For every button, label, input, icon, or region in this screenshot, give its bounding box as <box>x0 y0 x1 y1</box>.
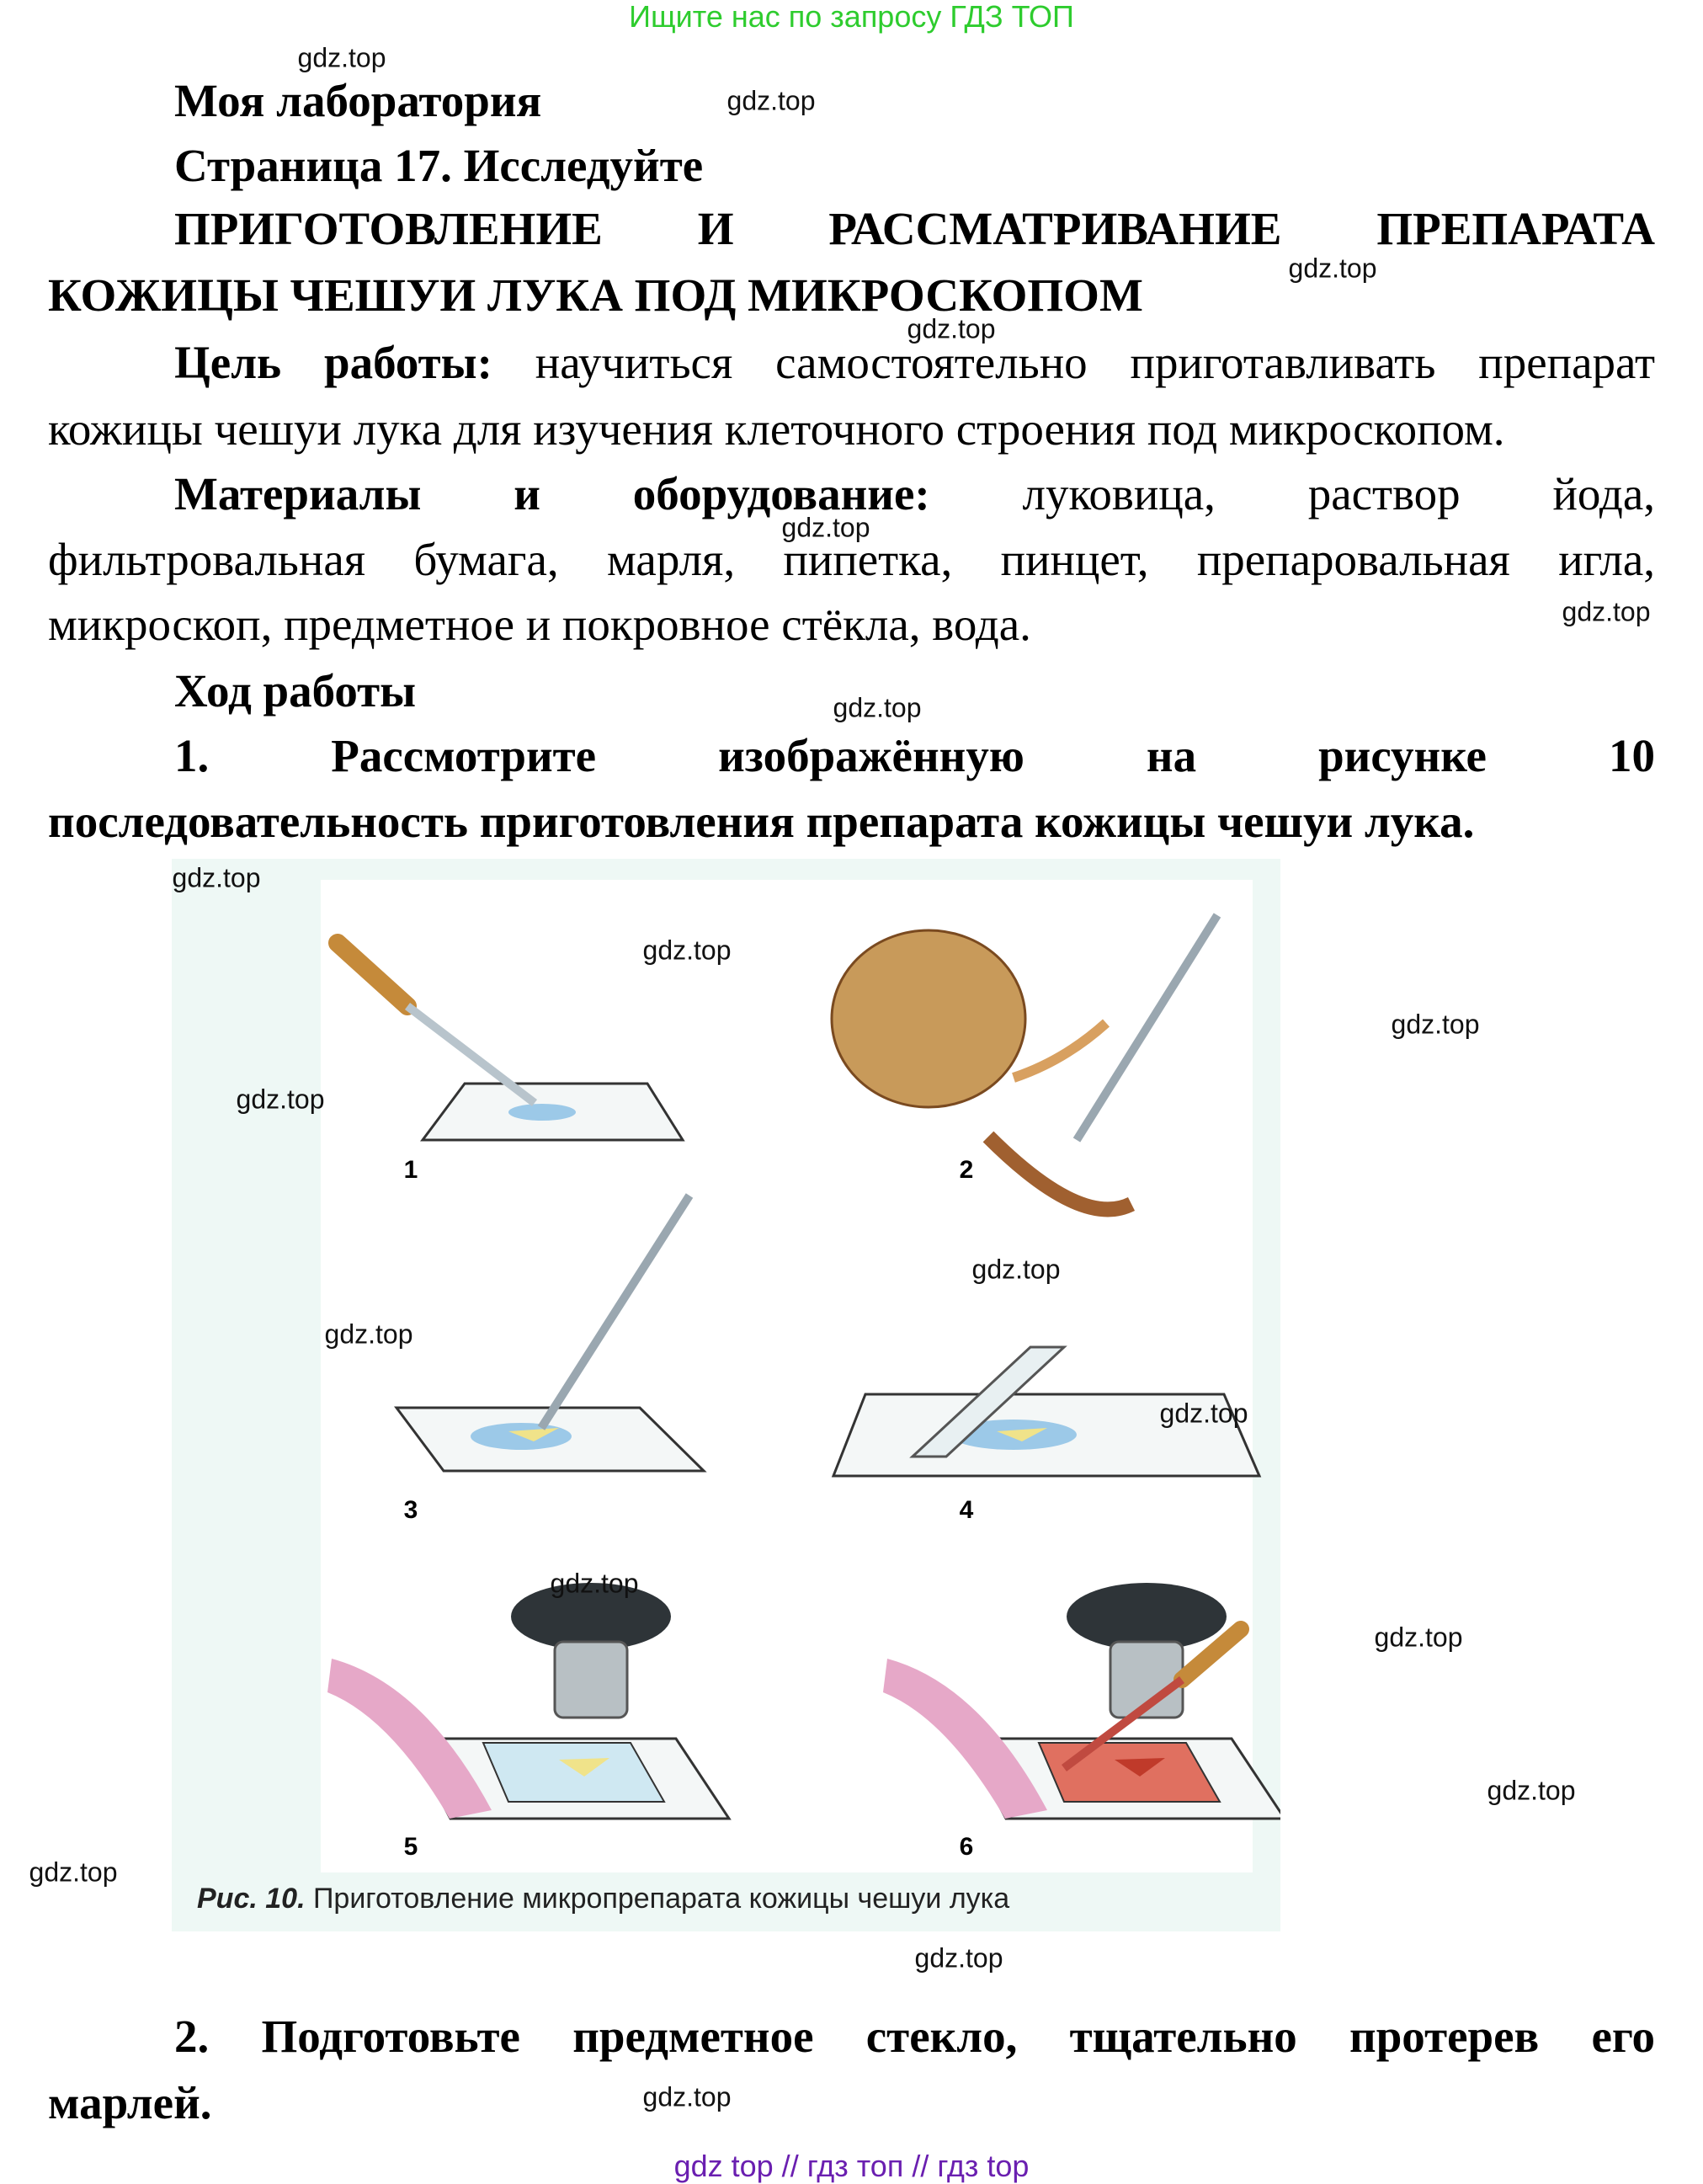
lab-title-line1: ПРИГОТОВЛЕНИЕ И РАССМАТРИВАНИЕ ПРЕПАРАТА <box>174 203 1655 254</box>
materials-label: Материалы и оборудование: <box>174 468 930 519</box>
watermark: gdz.top <box>1159 1398 1248 1429</box>
watermark: gdz.top <box>1391 1009 1480 1040</box>
panel-number-3: 3 <box>403 1496 418 1524</box>
materials-line3: микроскоп, предметное и покровное стёкла, вода. <box>48 599 1031 650</box>
watermark: gdz.top <box>550 1568 639 1599</box>
watermark: gdz.top <box>1487 1775 1576 1806</box>
panel-number-4: 4 <box>959 1496 974 1524</box>
search-banner[interactable]: Ищите нас по запросу ГДЗ ТОП <box>629 0 1074 34</box>
watermark: gdz.top <box>907 313 996 344</box>
panel-number-1: 1 <box>403 1156 418 1184</box>
step1-line2: последовательность приготовления препарата кожицы чешуи лука. <box>48 796 1475 847</box>
watermark: gdz.top <box>297 42 386 73</box>
watermark: gdz.top <box>781 512 870 543</box>
step2-line2: марлей. <box>48 2077 212 2128</box>
goal-line2: кожицы чешуи лука для изучения клеточного строения под микроскопом. <box>48 403 1505 455</box>
panel-number-5: 5 <box>403 1833 418 1861</box>
watermark: gdz.top <box>1288 253 1377 284</box>
watermark: gdz.top <box>914 1942 1003 1974</box>
step2-line1: 2. Подготовьте предметное стекло, тщательно протерев его <box>174 2011 1655 2062</box>
lab-title-line2: КОЖИЦЫ ЧЕШУИ ЛУКА ПОД МИКРОСКОПОМ <box>48 269 1143 321</box>
watermark: gdz.top <box>29 1856 118 1888</box>
caption-label: Рис. 10. <box>197 1883 306 1915</box>
watermark: gdz.top <box>324 1318 413 1350</box>
watermark: gdz.top <box>642 2081 732 2112</box>
figure-illustration <box>172 859 1280 1931</box>
materials-text: луковица, раствор йода, <box>1022 468 1655 519</box>
section-title: Моя лаборатория <box>174 75 542 126</box>
footer-links[interactable]: gdz top // гдз топ // гдз top <box>673 2149 1030 2183</box>
caption-text: Приготовление микропрепарата кожицы чешуи лука <box>312 1883 1010 1915</box>
watermark: gdz.top <box>172 862 261 893</box>
figure-10 <box>172 859 1280 1931</box>
watermark: gdz.top <box>971 1254 1061 1285</box>
page-title: Страница 17. Исследуйте <box>174 140 704 191</box>
figure-panel <box>321 880 1253 1872</box>
watermark: gdz.top <box>1562 596 1651 627</box>
goal-text: научиться самостоятельно приготавливать препарат <box>535 337 1656 388</box>
watermark: gdz.top <box>833 692 922 723</box>
watermark: gdz.top <box>726 85 816 116</box>
watermark: gdz.top <box>642 935 732 966</box>
step1-line1: 1. Рассмотрите изображённую на рисунке 10 <box>174 730 1655 781</box>
watermark: gdz.top <box>1374 1622 1463 1653</box>
figure-caption <box>197 1883 1009 1915</box>
materials-line1 <box>174 466 1655 522</box>
panel-number-2: 2 <box>959 1156 974 1184</box>
procedure-heading: Ход работы <box>174 665 417 716</box>
materials-line2: фильтровальная бумага, марля, пипетка, пинцет, препаровальная игла, <box>48 534 1655 585</box>
goal-label: Цель работы: <box>174 337 492 388</box>
panel-number-6: 6 <box>959 1833 974 1861</box>
watermark: gdz.top <box>236 1084 325 1115</box>
